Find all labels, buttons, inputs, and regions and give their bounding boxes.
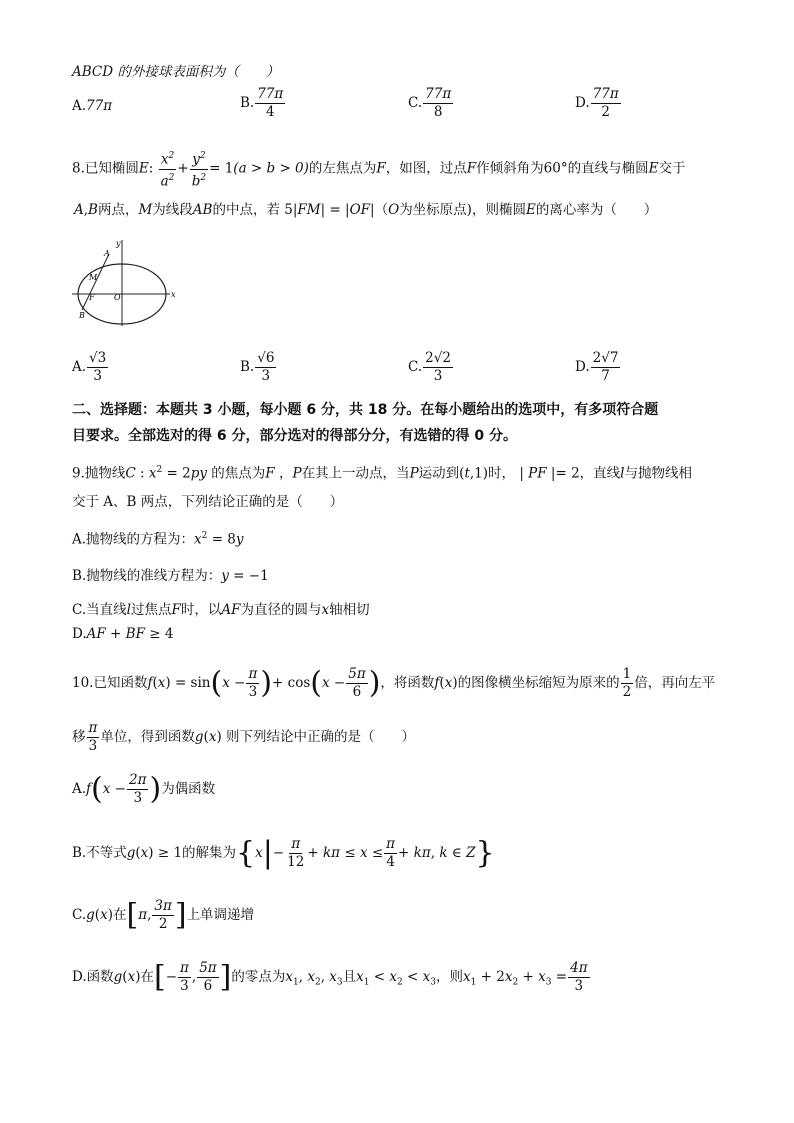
option-label: D. — [575, 359, 590, 375]
q8-prefix: 8.已知椭圆 — [72, 160, 139, 177]
q8-text: 的左焦点为 — [308, 160, 377, 177]
option-text: 为直径的圆与 — [240, 602, 322, 618]
q9-text: 运动到 — [418, 465, 460, 482]
option-den: 4 — [265, 104, 275, 120]
q9-option-b[interactable]: B.抛物线的准线方程为：y = −1 — [72, 568, 269, 584]
q7-option-a[interactable] — [72, 96, 112, 116]
option-den: 3 — [93, 368, 102, 384]
q9-text: 9.抛物线 — [72, 465, 126, 482]
option-text: C.当直线 — [72, 602, 127, 618]
q9-line1: 9.抛物线C : $x^2 = 2py$ 的焦点为F ，P在其上一动点，当P运动到(t,1)时， | PF |= 2，直线l与抛物线相 — [72, 465, 692, 482]
q8-angle: 60° — [543, 160, 568, 177]
q10-text: ，将函数 — [380, 675, 435, 691]
option-text: 上单调递增 — [186, 907, 255, 923]
q8-option-b[interactable] — [240, 350, 277, 385]
option-text: A.抛物线的方程为： — [72, 531, 195, 548]
option-text: 的零点为 — [231, 969, 286, 985]
option-text: 的解集为 — [182, 845, 237, 861]
q7-option-b[interactable] — [240, 86, 286, 121]
q10-text: 单位，得到函数 — [100, 729, 195, 745]
fig-label-o: O — [114, 293, 121, 302]
option-text: B.不等式 — [72, 845, 127, 861]
q10-text: 则下列结论中正确的是（ ） — [226, 729, 415, 745]
option-label: D. — [575, 95, 590, 111]
option-text: 过焦点 — [130, 602, 172, 618]
option-label: A. — [72, 98, 87, 114]
q9-line2: 交于 A、B 两点，下列结论正确的是（ ） — [72, 494, 344, 510]
option-num: 77π — [592, 86, 619, 102]
option-label: A. — [72, 359, 87, 375]
option-value: 77π — [86, 98, 113, 114]
q7-stem — [72, 62, 279, 82]
q9-text: ，直线 — [579, 465, 621, 482]
option-label: C. — [408, 95, 423, 111]
q10-line1: 10.已知函数f(x) = sin(x − $\frac{\pi}{3}$ )+ cos(x − $\frac{5\pi}{6}$ )，将函数f(x)的图像横坐标缩短为原来的 $\frac{1}{2}$ 倍，再向左平 — [72, 665, 716, 701]
option-den: 3 — [261, 368, 271, 384]
q8-line1: 8.已知椭圆E: $\frac{x^2}{a^2}$ + $\frac{y^2}{b^2}$ = 1(a > b > 0)的左焦点为F，如图，过点F作倾斜角为60°的直线与椭圆E交于 — [72, 148, 685, 190]
option-num: 2√7 — [592, 350, 619, 366]
q10-text: 移 — [72, 729, 86, 745]
option-text: D. — [72, 626, 87, 642]
option-text: 且 — [342, 969, 357, 985]
option-text: 轴相切 — [329, 602, 370, 618]
q10-option-c[interactable]: C.g(x)在[π, $\frac{3\pi}{2}$ ]上单调递增 — [72, 897, 255, 933]
q8-text: 的中点，若 — [212, 202, 280, 218]
fig-label-b: B — [79, 311, 85, 320]
option-num: 2√2 — [425, 350, 451, 366]
q9-option-d[interactable]: D.AF + BF ≥ 4 — [72, 626, 174, 642]
fig-label-m: M — [89, 273, 98, 282]
q8-option-a[interactable] — [72, 350, 109, 385]
q10-text: 10.已知函数 — [72, 675, 148, 691]
option-text: 为偶函数 — [161, 781, 216, 797]
option-text: ，则 — [436, 969, 464, 985]
q10-option-a[interactable]: A.f(x − $\frac{2\pi}{3}$ )为偶函数 — [72, 771, 216, 807]
q9-option-c[interactable]: C.当直线l过焦点F时，以AF为直径的圆与x轴相切 — [72, 602, 370, 618]
option-text: 在 — [112, 907, 127, 923]
option-text: 在 — [140, 969, 154, 985]
option-text: B.抛物线的准线方程为： — [72, 568, 222, 584]
q7-stem-text: ABCD 的外接球表面积为（ ） — [72, 64, 280, 80]
option-label: A. — [72, 781, 87, 797]
option-text: 时，以 — [180, 602, 222, 618]
option-label: B. — [240, 95, 255, 111]
fig-label-y: y — [116, 239, 121, 248]
q9-option-a[interactable]: A.抛物线的方程为：$x^2 = 8y$ — [72, 531, 244, 548]
option-num: 77π — [257, 86, 284, 102]
ellipse-figure — [68, 236, 183, 328]
section2-heading-line1: 二、选择题：本题共 3 小题，每小题 6 分，共 18 分。在每小题给出的选项中，有多项符合题 — [72, 402, 659, 418]
option-den: 7 — [601, 368, 610, 384]
q8-text: 为线段 — [152, 202, 193, 218]
option-den: 2 — [601, 104, 610, 120]
frac-y2-b2: $\frac{y^2}{b^2}$ — [190, 148, 208, 190]
q10-text: 的图像横坐标缩短为原来的 — [457, 675, 620, 691]
q10-line2: 移 $\frac{\pi}{3}$ 单位，得到函数g(x) 则下列结论中正确的是（ ） — [72, 720, 415, 754]
q8-text: 为坐标原点)，则椭圆 — [399, 202, 526, 218]
option-den: 3 — [433, 368, 443, 384]
fig-label-f: F — [89, 293, 95, 302]
q8-text: 交于 — [658, 160, 686, 177]
q8-text: 作倾斜角为 — [476, 160, 544, 177]
option-label: B. — [240, 359, 255, 375]
q7-option-c[interactable] — [408, 86, 454, 121]
q8-text: 的直线与椭圆 — [567, 160, 649, 177]
frac-x2-a2: $\frac{x^2}{a^2}$ — [159, 148, 177, 190]
ellipse-condition: (a > b > 0) — [233, 160, 309, 177]
option-text: D.函数 — [72, 969, 114, 985]
q7-option-d[interactable] — [575, 86, 622, 121]
option-den: 8 — [433, 104, 443, 120]
q10-option-d[interactable]: D.函数g(x)在[− $\frac{\pi}{3}$ , $\frac{5\pi}{6}$ ]的零点为$x_1$, $x_2$, $x_3$且$x_1 < x_2 < x_3$，则$x_1 + 2x_2 + x_3$ = $\frac{4\pi}{3}$ — [72, 959, 588, 995]
q8-text: 两点， — [97, 202, 139, 218]
q10-text: 倍，再向左平 — [634, 675, 716, 691]
q9-text: 时， — [488, 465, 516, 482]
q8-option-c[interactable] — [408, 350, 454, 385]
option-num: 77π — [425, 86, 452, 102]
ellipse-name: E — [138, 160, 149, 177]
q10-option-b[interactable]: B.不等式g(x) ≥ 1的解集为{x|− $\frac{\pi}{12}$ + kπ ≤ x ≤ $\frac{\pi}{4}$ + kπ, k ∈ Z} — [72, 835, 495, 871]
q8-option-d[interactable] — [575, 350, 621, 385]
option-num: √6 — [257, 350, 275, 366]
q8-line2: A,B两点，M为线段AB的中点，若 5|FM| = |OF|（O为坐标原点)，则椭圆E的离心率为（ ） — [74, 202, 658, 218]
q8-text: ，如图，过点 — [385, 160, 467, 177]
q9-text: 在其上一动点，当 — [301, 465, 410, 482]
q9-text: 与抛物线相 — [624, 465, 692, 482]
section2-heading-line2: 目要求。全部选对的得 6 分，部分选对的得部分分，有选错的得 0 分。 — [72, 428, 517, 444]
option-num: √3 — [89, 350, 107, 366]
fig-label-x: x — [171, 290, 176, 299]
option-label: C. — [408, 359, 423, 375]
line-ab — [82, 254, 109, 310]
q8-text: 的离心率为（ ） — [535, 202, 658, 218]
option-text: C. — [72, 907, 87, 923]
fig-label-a: A — [104, 249, 110, 258]
q9-text: 的焦点为 — [211, 465, 266, 482]
